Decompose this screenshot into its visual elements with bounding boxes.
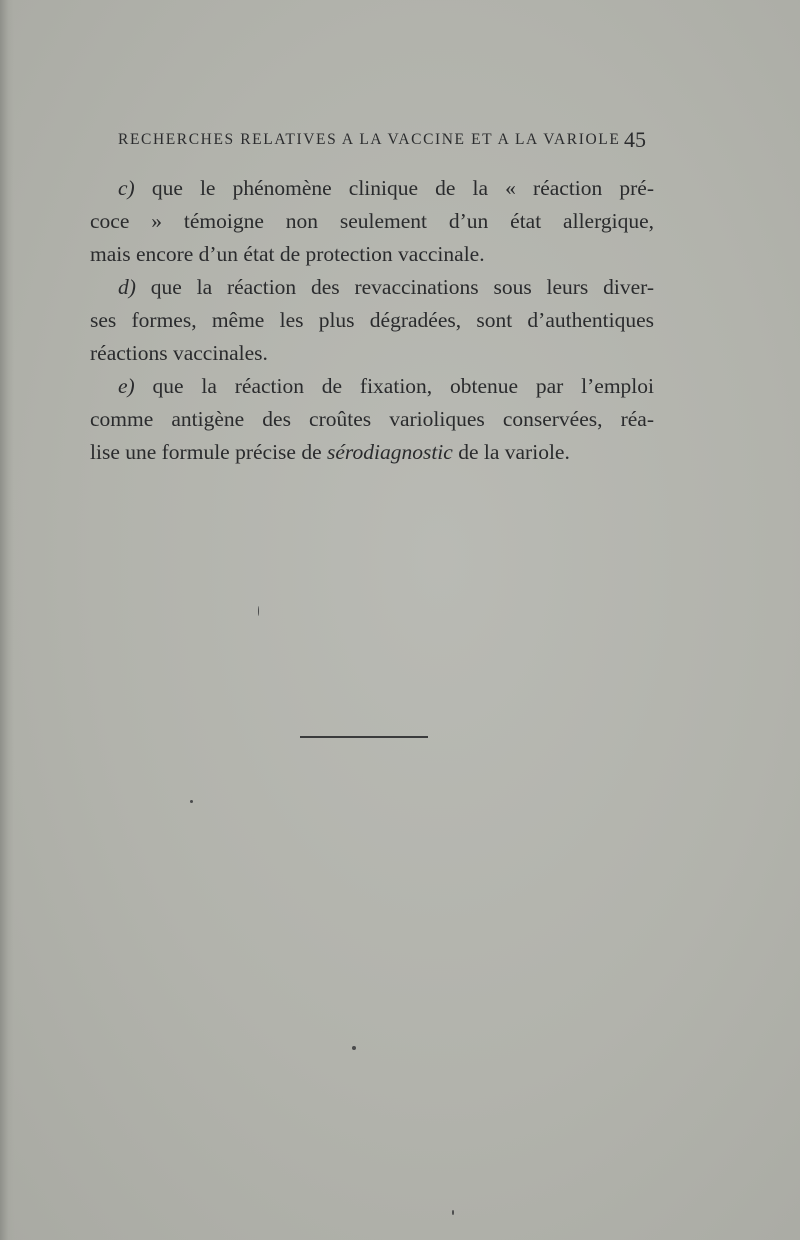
paragraph-d-line-1 — [90, 271, 654, 304]
body-text — [90, 172, 654, 469]
paragraph-e-line-3 — [90, 436, 654, 469]
paragraph-e-marker: e) — [118, 374, 135, 398]
paragraph-e-text-3b: de la variole. — [452, 440, 570, 464]
paragraph-d-line-2: ses formes, même les plus dégradées, sont d’authentiques — [90, 308, 654, 332]
paragraph-c-marker: c) — [118, 176, 135, 200]
paragraph-e-line-2: comme antigène des croûtes varioliques conservées, réa- — [90, 407, 654, 431]
paragraph-c-line-3: mais encore d’un état de protection vaccinale. — [90, 242, 485, 266]
paper-speck — [352, 1046, 356, 1050]
paragraph-e-text-1: que la réaction de fixation, obtenue par l’emploi — [152, 374, 654, 398]
paragraph-e-line-1 — [90, 370, 654, 403]
paragraph-d-text-1: que la réaction des revaccinations sous leurs diver- — [150, 275, 654, 299]
paragraph-c-line-1 — [90, 172, 654, 205]
page-number: 45 — [624, 127, 646, 152]
paragraph-c-text-1: que le phénomène clinique de la « réaction pré- — [151, 176, 654, 200]
paragraph-d-line-3: réactions vaccinales. — [90, 341, 268, 365]
running-head — [118, 127, 650, 155]
paragraph-e-italic-term: sérodiagnostic — [327, 440, 453, 464]
paragraph-d-marker: d) — [118, 275, 136, 299]
paper-speck — [258, 606, 259, 616]
paragraph-c-line-2: coce » témoigne non seulement d’un état allergique, — [90, 209, 654, 233]
paper-speck — [190, 800, 193, 803]
page-binding-edge — [0, 0, 14, 1240]
paper-speck — [452, 1210, 454, 1215]
paragraph-e-text-3a: lise une formule précise de — [90, 440, 328, 464]
running-head-title: RECHERCHES RELATIVES A LA VACCINE ET A LA VARIOLE — [118, 131, 621, 148]
section-end-rule — [300, 736, 428, 738]
